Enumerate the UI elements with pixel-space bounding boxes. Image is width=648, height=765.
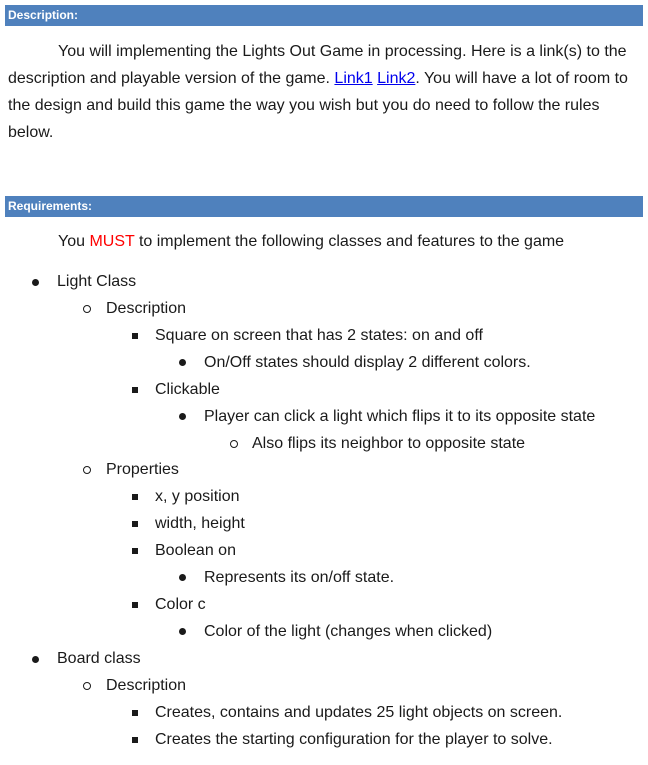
list-item: Square on screen that has 2 states: on and off bbox=[155, 327, 483, 344]
list-item: Board class bbox=[57, 650, 141, 667]
list-item: Color of the light (changes when clicked) bbox=[204, 623, 493, 640]
link1[interactable]: Link1 bbox=[334, 70, 373, 87]
bullet-disc-icon bbox=[179, 359, 186, 366]
description-text-start: You will implementing the Lights Out Game in processing. Here is a link(s) to the description and playable version of the game. bbox=[8, 43, 627, 87]
bullet-disc-icon bbox=[179, 574, 186, 581]
bullet-square-icon bbox=[132, 333, 138, 339]
description-header: Description: bbox=[5, 5, 643, 26]
link2[interactable]: Link2 bbox=[377, 70, 416, 87]
intro-text-before: You bbox=[58, 233, 90, 250]
list-item: Creates the starting configuration for the player to solve. bbox=[155, 731, 553, 748]
bullet-disc-icon bbox=[32, 656, 39, 663]
bullet-disc-icon bbox=[179, 413, 186, 420]
bullet-circle-icon bbox=[83, 466, 91, 474]
list-item: Description bbox=[106, 300, 187, 317]
must-emphasis: MUST bbox=[89, 233, 135, 250]
bullet-square-icon bbox=[132, 737, 138, 743]
bullet-square-icon bbox=[132, 710, 138, 716]
requirements-header: Requirements: bbox=[5, 196, 643, 217]
description-text-end: . You will have a lot of room to the design and build this game the way you wish but you do need to follow the rules below. bbox=[8, 70, 628, 141]
bullet-square-icon bbox=[132, 494, 138, 500]
list-item: Player can click a light which flips it to its opposite state bbox=[204, 408, 596, 425]
list-item: Boolean on bbox=[155, 542, 236, 559]
list-item: width, height bbox=[155, 515, 245, 532]
intro-text-after: to implement the following classes and features to the game bbox=[134, 233, 565, 250]
bullet-square-icon bbox=[132, 387, 138, 393]
bullet-circle-icon bbox=[83, 305, 91, 313]
bullet-square-icon bbox=[132, 548, 138, 554]
list-item: Represents its on/off state. bbox=[204, 569, 395, 586]
bullet-disc-icon bbox=[32, 279, 39, 286]
bullet-circle-icon bbox=[83, 682, 91, 690]
bullet-disc-icon bbox=[179, 628, 186, 635]
list-item: Description bbox=[106, 677, 187, 694]
list-item: Light Class bbox=[57, 273, 137, 290]
description-paragraph bbox=[8, 38, 638, 146]
list-item: Properties bbox=[106, 461, 179, 478]
bullet-square-icon bbox=[132, 602, 138, 608]
bullet-circle-icon bbox=[230, 440, 238, 448]
list-item: x, y position bbox=[155, 488, 240, 505]
list-item: Also flips its neighbor to opposite state bbox=[252, 435, 526, 452]
bullet-square-icon bbox=[132, 521, 138, 527]
list-item: Color c bbox=[155, 596, 206, 613]
requirements-intro bbox=[58, 232, 564, 252]
list-item: Clickable bbox=[155, 381, 220, 398]
list-item: Creates, contains and updates 25 light objects on screen. bbox=[155, 704, 563, 721]
list-item: On/Off states should display 2 different colors. bbox=[204, 354, 531, 371]
